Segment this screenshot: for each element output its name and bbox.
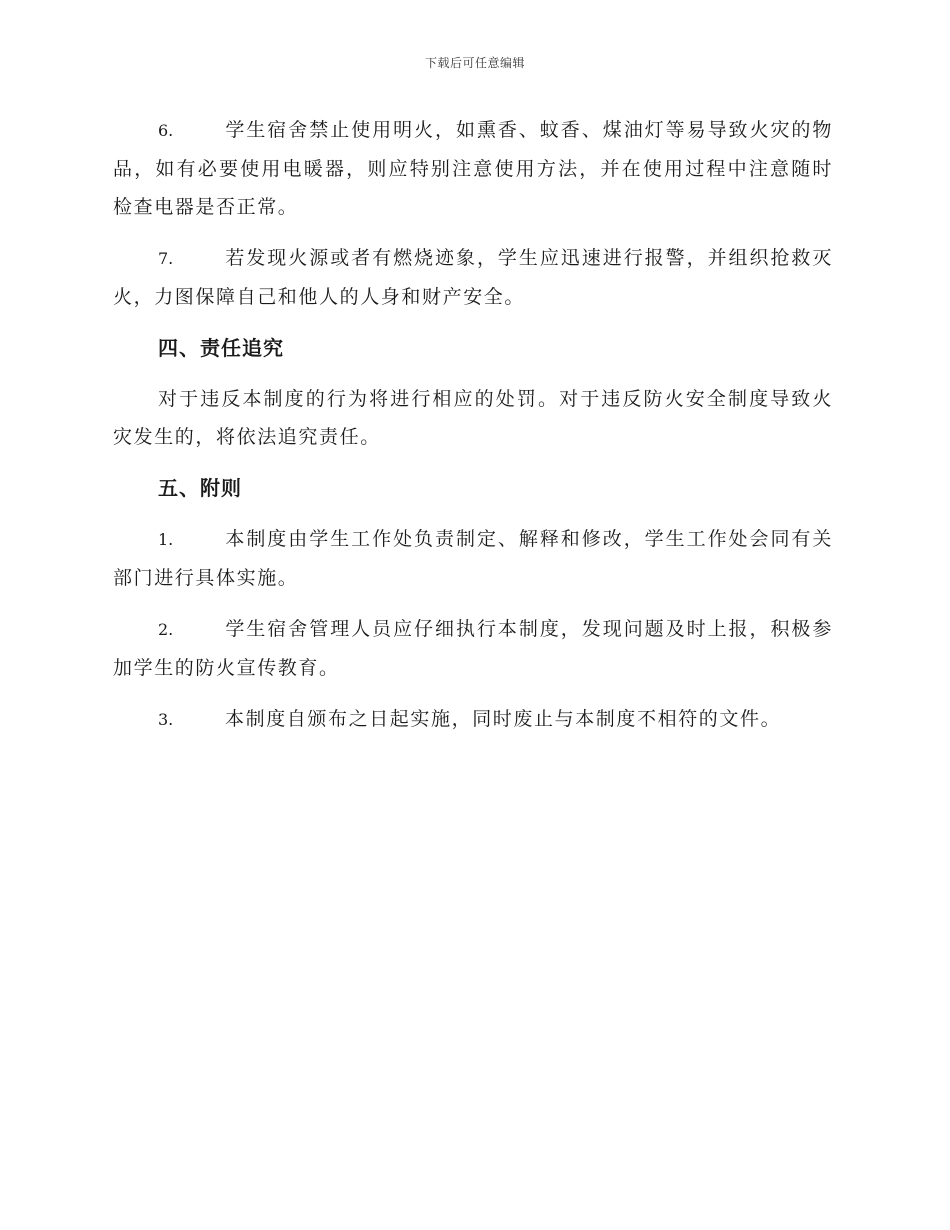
list-item [113, 700, 833, 739]
item-number: 2. [158, 620, 174, 639]
section-title-liability: 四、责任追究 [158, 336, 284, 360]
section-paragraph: 对于违反本制度的行为将进行相应的处罚。对于违反防火安全制度导致火灾发生的，将依法追究责任。 [113, 388, 833, 448]
item-text: 学生宿舍禁止使用明火，如熏香、蚊香、煤油灯等易导致火灾的物品，如有必要使用电暖器，则应特别注意使用方法，并在使用过程中注意随时检查电器是否正常。 [113, 119, 833, 218]
page-header: 下载后可任意编辑 [424, 56, 525, 70]
list-item [113, 111, 833, 226]
item-text: 若发现火源或者有燃烧迹象，学生应迅速进行报警，并组织抢救灭火，力图保障自己和他人的人身和财产安全。 [113, 247, 833, 308]
item-number: 1. [158, 530, 174, 549]
document-body [113, 111, 833, 739]
item-text: 本制度由学生工作处负责制定、解释和修改，学生工作处会同有关部门进行具体实施。 [113, 528, 833, 589]
item-text: 学生宿舍管理人员应仔细执行本制度，发现问题及时上报，积极参加学生的防火宣传教育。 [113, 618, 833, 679]
item-text: 本制度自颁布之日起实施，同时废止与本制度不相符的文件。 [225, 708, 782, 730]
section-title-supplementary: 五、附则 [158, 476, 242, 500]
list-item [113, 239, 833, 316]
item-number: 7. [158, 249, 174, 268]
list-item [113, 520, 833, 597]
item-number: 6. [158, 121, 174, 140]
list-item [113, 610, 833, 687]
item-number: 3. [158, 710, 174, 729]
